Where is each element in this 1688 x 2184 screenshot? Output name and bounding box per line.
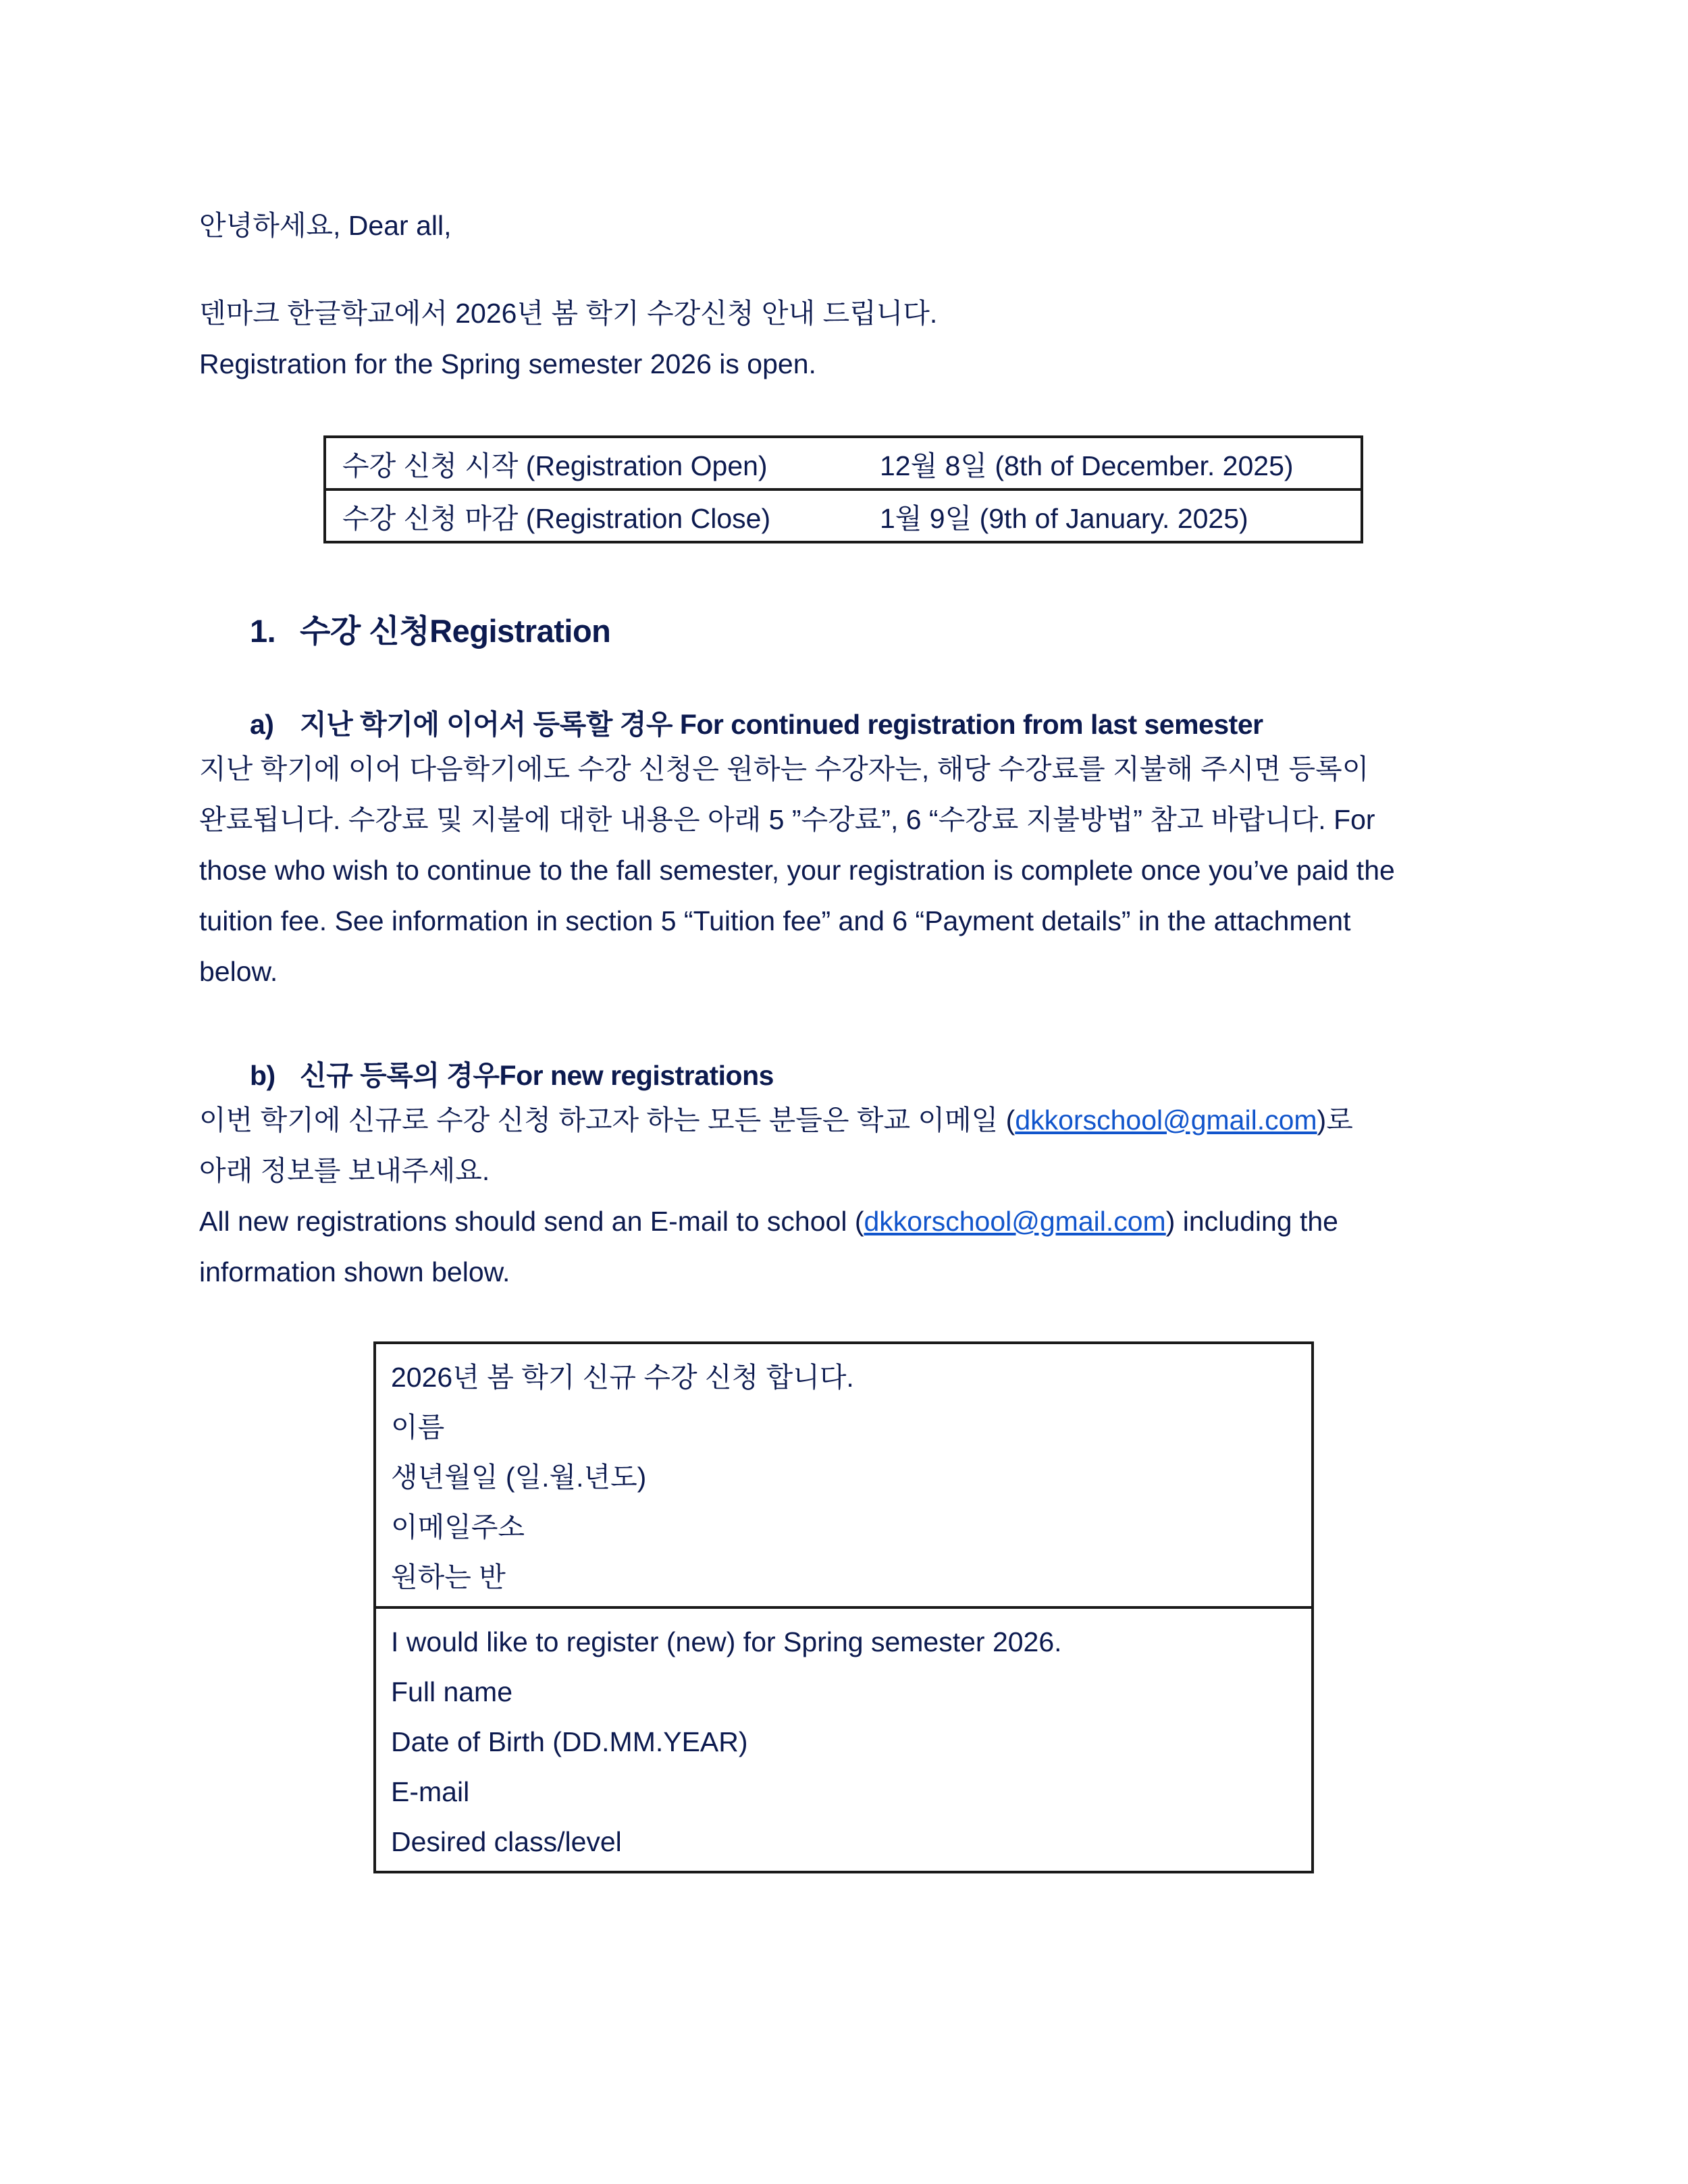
section-b-heading — [250, 1053, 774, 1093]
template-line: Full name — [391, 1676, 513, 1707]
section-b-line-1-end: )로 — [1317, 1104, 1353, 1136]
template-line: Desired class/level — [391, 1826, 622, 1857]
section-b-line-3-end: ) including the — [1165, 1206, 1338, 1237]
section-a-heading — [250, 702, 1263, 742]
registration-template-box — [373, 1341, 1314, 1873]
table-row — [326, 438, 1361, 488]
section-a-line-4: tuition fee. See information in section 5 “Tuition fee” and 6 “Payment details” in the attachment — [199, 905, 1351, 936]
section-1-number: 1. — [250, 613, 276, 649]
template-line: 2026년 봄 학기 신규 수강 신청 합니다. — [391, 1362, 854, 1393]
template-line: I would like to register (new) for Spring semester 2026. — [391, 1626, 1062, 1657]
template-line: 원하는 반 — [391, 1562, 506, 1593]
registration-open-date: 12월 8일 (8th of December. 2025) — [880, 450, 1294, 481]
section-a-line-5: below. — [199, 956, 278, 987]
template-korean — [376, 1344, 1311, 1606]
section-a-line-1: 지난 학기에 이어 다음학기에도 수강 신청은 원하는 수강자는, 해당 수강료를 지불해 주시면 등록이 — [199, 753, 1369, 784]
section-1-title: 수강 신청Registration — [300, 613, 611, 649]
section-1-heading — [250, 606, 610, 651]
template-line: 이름 — [391, 1412, 445, 1443]
template-english — [376, 1606, 1311, 1871]
template-line: E-mail — [391, 1776, 470, 1807]
section-b-line-1 — [199, 1104, 1353, 1136]
template-line: 생년월일 (일.월.년도) — [391, 1462, 647, 1493]
school-email-link[interactable]: dkkorschool@gmail.com — [1015, 1104, 1317, 1136]
template-line: 이메일주소 — [391, 1512, 525, 1543]
section-a-number: a) — [250, 709, 274, 740]
intro-korean: 덴마크 한글학교에서 2026년 봄 학기 수강신청 안내 드립니다. — [199, 298, 938, 329]
section-a-title: 지난 학기에 이어서 등록할 경우 For continued registration from last semester — [300, 709, 1263, 740]
section-b-line-3 — [199, 1205, 1338, 1237]
section-a-line-3: those who wish to continue to the fall semester, your registration is complete once you’ve paid the — [199, 855, 1395, 886]
section-b-number: b) — [250, 1060, 275, 1091]
table-row — [326, 488, 1361, 541]
school-email-link[interactable]: dkkorschool@gmail.com — [864, 1206, 1166, 1237]
section-b-title: 신규 등록의 경우For new registrations — [300, 1060, 774, 1091]
registration-dates-table — [323, 435, 1363, 543]
template-line: Date of Birth (DD.MM.YEAR) — [391, 1726, 748, 1757]
registration-close-date: 1월 9일 (9th of January. 2025) — [880, 502, 1248, 534]
greeting: 안녕하세요, Dear all, — [199, 210, 452, 241]
registration-close-label: 수강 신청 마감 (Registration Close) — [342, 502, 771, 534]
registration-open-label: 수강 신청 시작 (Registration Open) — [342, 450, 768, 481]
intro-english: Registration for the Spring semester 2026 is open. — [199, 348, 816, 379]
section-b-line-3-start: All new registrations should send an E-mail to school ( — [199, 1206, 864, 1237]
section-b-line-4: information shown below. — [199, 1256, 510, 1287]
section-b-line-1-start: 이번 학기에 신규로 수강 신청 하고자 하는 모든 분들은 학교 이메일 ( — [199, 1104, 1016, 1136]
section-a-line-2: 완료됩니다. 수강료 및 지불에 대한 내용은 아래 5 ”수강료”, 6 “수강료 지불방법” 참고 바랍니다. For — [199, 804, 1375, 835]
section-b-line-2: 아래 정보를 보내주세요. — [199, 1155, 490, 1186]
